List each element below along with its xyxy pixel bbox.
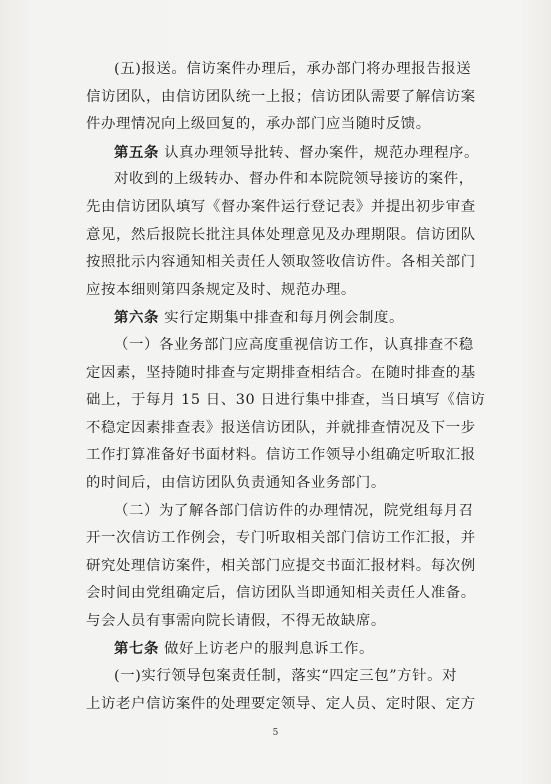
text-line: 开一次信访工作例会，专门听取相关部门信访工作汇报，并	[86, 530, 476, 547]
text-line: (五)报送。信访案件办理后，承办部门将办理报告报送	[114, 61, 472, 77]
text-line: 工作打算准备好书面材料。信访工作领导小组确定听取汇报	[86, 447, 476, 464]
text-line: 对收到的上级转办、督办件和本院院领导接访的案件，	[114, 171, 474, 188]
text-line: 意见，然后报院长批注具体处理意见及办理期限。信访团队	[86, 226, 476, 243]
text-line: 应按本细则第四条规定及时、规范办理。	[86, 281, 356, 298]
text-line: 定因素，坚持随时排查与定期排查相结合。在随时排查的基	[86, 364, 476, 381]
article-heading-line: 第六条 实行定期集中排查和每月例会制度。	[114, 309, 405, 327]
text-line: 不稳定因素排查表》报送信访团队，并就排查情况及下一步	[86, 419, 476, 436]
text-line: 与会人员有事需向院长请假，不得无故缺席。	[86, 612, 386, 629]
article-heading-line: 第七条 做好上访老户的服判息诉工作。	[114, 640, 375, 658]
article-heading-line: 第五条 认真办理领导批转、督办案件，规范办理程序。	[114, 143, 479, 161]
text-line: （二）为了解各部门信访件的办理情况，院党组每月召	[114, 502, 474, 519]
article-number: 第七条	[114, 640, 159, 658]
article-number: 第六条	[114, 309, 159, 327]
text-line: 信访团队，由信访团队统一上报；信访团队需要了解信访案	[86, 88, 476, 105]
article-number: 第五条	[114, 143, 159, 161]
text-line: 的时间后，由信访团队负责通知各业务部门。	[86, 474, 386, 491]
text-line: 研究处理信访案件，相关部门应提交书面汇报材料。每次例	[86, 557, 476, 574]
text-line: 础上，于每月 15 日、30 日进行集中排查，当日填写《信访	[86, 392, 486, 409]
text-line: 上访老户信访案件的处理要定领导、定人员、定时限、定方	[86, 695, 476, 712]
document-body	[86, 56, 486, 718]
text-line: 按照批示内容通知相关责任人领取签收信访件。各相关部门	[86, 254, 476, 271]
text-line: 件办理情况向上级回复的，承办部门应当随时反馈。	[86, 116, 431, 133]
text-line: 先由信访团队填写《督办案件运行登记表》并提出初步审查	[86, 198, 476, 215]
text-line: （一）各业务部门应高度重视信访工作，认真排查不稳	[114, 336, 474, 353]
page-number: 5	[272, 728, 279, 738]
text-line: (一)实行领导包案责任制，落实“四定三包”方针。对	[114, 668, 458, 685]
text-line: 会时间由党组确定后，信访团队当即通知相关责任人准备。	[86, 585, 476, 602]
